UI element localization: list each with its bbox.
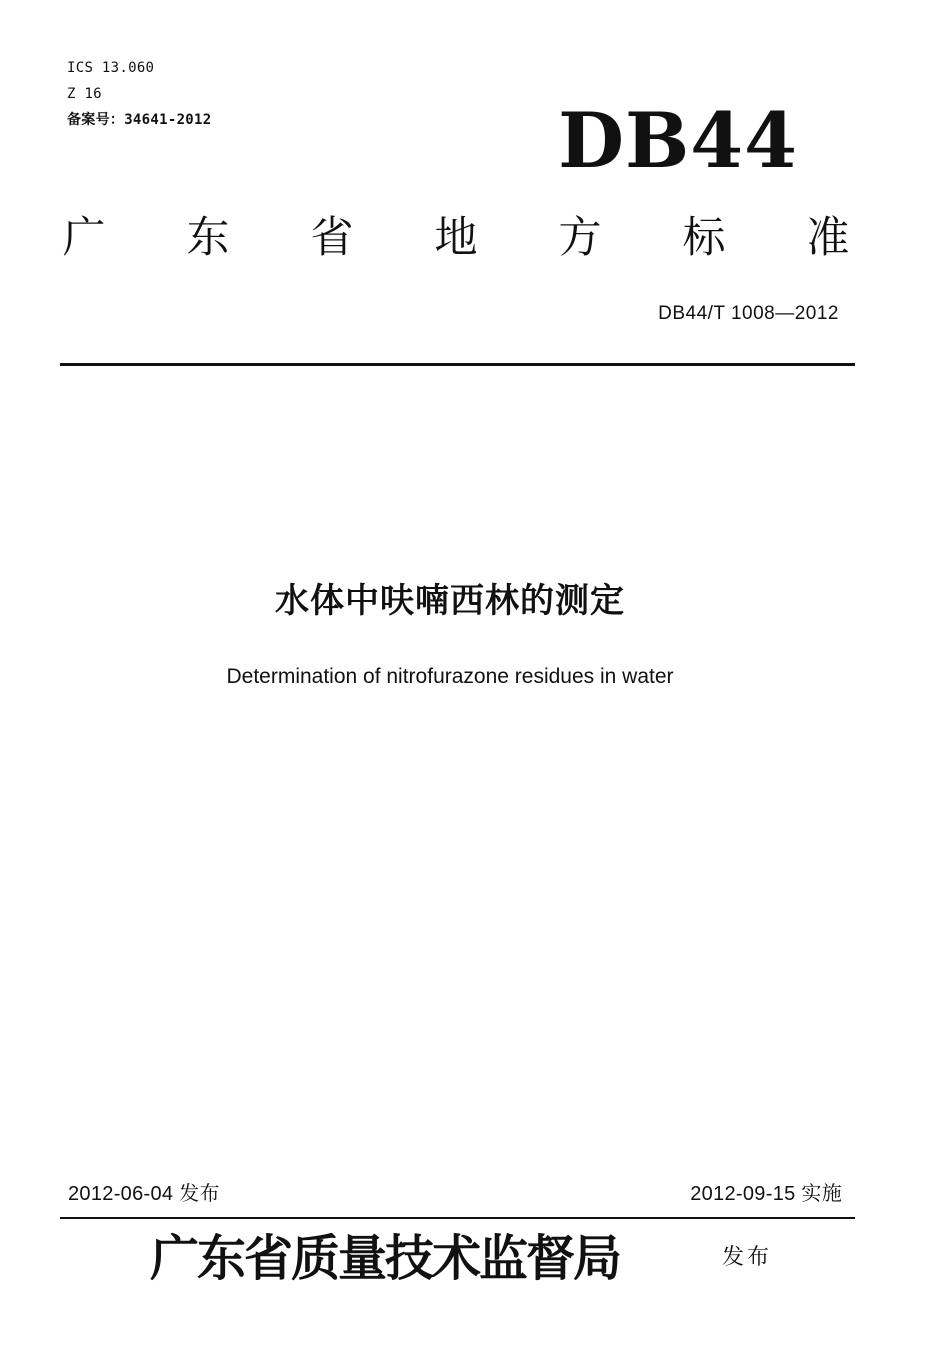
standard-type-char: 地: [434, 213, 478, 263]
standard-number: DB44/T 1008—2012: [658, 303, 839, 324]
publish-label: 发布: [722, 1245, 773, 1270]
title-english: Determination of nitrofurazone residues in water: [226, 665, 674, 688]
standard-type-char: 标: [682, 213, 726, 263]
standard-type-char: 准: [806, 213, 850, 263]
ics-code: ICS 13.060: [67, 60, 155, 76]
standard-type-char: 广: [62, 213, 106, 263]
publisher-name: 广东省质量技术监督局: [150, 1229, 621, 1287]
standard-type-heading: [60, 208, 852, 268]
implementation-date: 2012-09-15 实施: [690, 1183, 842, 1205]
db44-logo: DB44: [558, 96, 798, 185]
footer-divider: [60, 1217, 855, 1219]
record-number: 备案号：34641-2012: [67, 112, 212, 128]
issue-date: 2012-06-04 发布: [68, 1183, 220, 1205]
title-chinese: 水体中呋喃西林的测定: [275, 581, 625, 621]
standard-type-char: 省: [310, 213, 354, 263]
standard-type-char: 方: [558, 213, 602, 263]
classification-code: Z 16: [67, 86, 102, 102]
header-divider: [60, 363, 855, 366]
standard-type-char: 东: [186, 213, 230, 263]
